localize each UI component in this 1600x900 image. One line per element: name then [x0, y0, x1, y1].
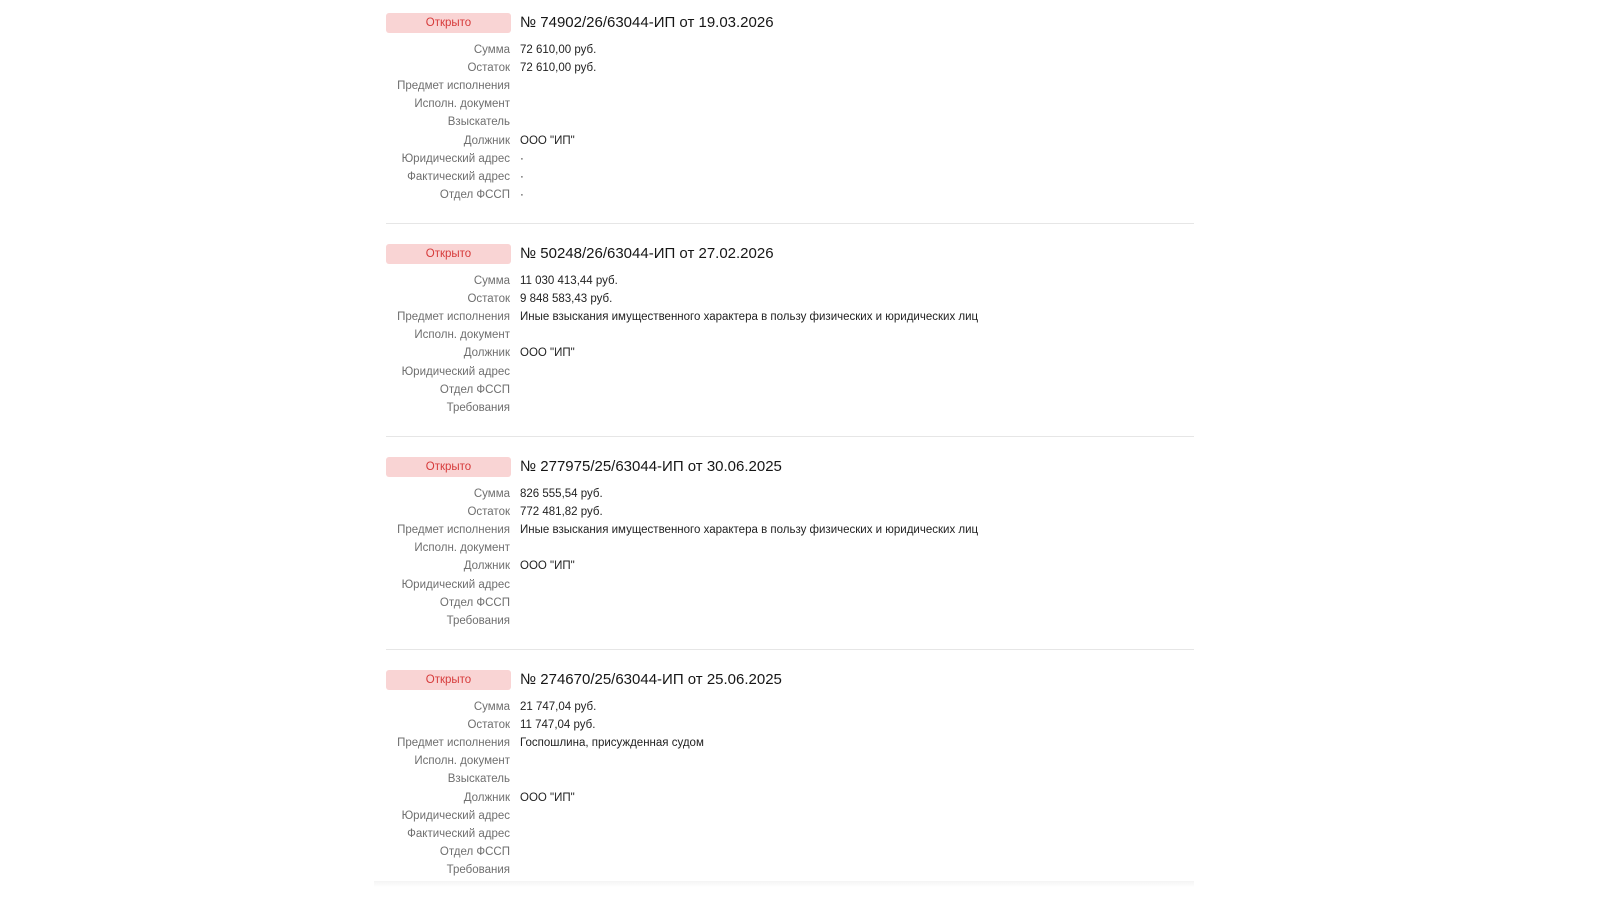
case-title: № 277975/25/63044-ИП от 30.06.2025: [520, 458, 782, 475]
field-label: Должник: [463, 134, 510, 147]
field-label: Предмет исполнения: [397, 80, 510, 93]
field-value: ООО "ИП": [520, 134, 575, 147]
field-label: Юридический адрес: [401, 365, 510, 378]
field-label: Отдел ФССП: [439, 596, 510, 609]
field-value: ООО "ИП": [520, 560, 575, 573]
field-label: Сумма: [473, 488, 510, 500]
case-divider: [386, 649, 1194, 650]
field-value: 826 555,54 руб.: [520, 488, 603, 500]
field-value: 21 747,04 руб.: [520, 701, 597, 713]
field-label: Остаток: [467, 293, 510, 306]
field-value: 72 610,00 руб.: [520, 44, 597, 56]
field-label: Остаток: [467, 62, 510, 75]
field-label: Исполн. документ: [414, 755, 510, 768]
field-label: Остаток: [467, 506, 510, 519]
field-label: Юридический адрес: [401, 578, 510, 591]
status-badge: Открыто: [386, 13, 511, 33]
field-label: Отдел ФССП: [439, 188, 510, 201]
field-value: 9 848 583,43 руб.: [520, 293, 613, 306]
status-badge: Открыто: [386, 670, 511, 690]
field-label: Требования: [446, 863, 510, 876]
field-value: ·: [520, 152, 524, 165]
field-value: ·: [520, 170, 524, 183]
field-label: Юридический адрес: [401, 809, 510, 822]
field-value: Госпошлина, присужденная судом: [520, 737, 704, 750]
status-badge: Открыто: [386, 244, 511, 264]
field-label: Исполн. документ: [414, 542, 510, 555]
field-label: Предмет исполнения: [397, 311, 510, 324]
field-label: Отдел ФССП: [439, 383, 510, 396]
case-divider: [386, 223, 1194, 224]
field-label: Остаток: [467, 719, 510, 732]
field-value: 72 610,00 руб.: [520, 62, 597, 75]
field-label: Исполн. документ: [414, 98, 510, 111]
case-title: № 74902/26/63044-ИП от 19.03.2026: [520, 14, 774, 31]
field-label: Должник: [463, 791, 510, 804]
field-label: Сумма: [473, 44, 510, 56]
field-value: ООО "ИП": [520, 791, 575, 804]
field-label: Требования: [446, 401, 510, 414]
field-label: Исполн. документ: [414, 329, 510, 342]
field-value: Иные взыскания имущественного характера в пользу физических и юридических лиц: [520, 524, 979, 537]
field-value: 11 747,04 руб.: [520, 719, 596, 732]
status-badge: Открыто: [386, 457, 511, 477]
field-value: Иные взыскания имущественного характера в пользу физических и юридических лиц: [520, 311, 979, 324]
field-label: Сумма: [473, 275, 510, 287]
case-title: № 274670/25/63044-ИП от 25.06.2025: [520, 671, 782, 688]
field-label: Взыскатель: [447, 773, 510, 786]
field-label: Фактический адрес: [407, 170, 510, 183]
field-value: ООО "ИП": [520, 347, 575, 360]
scroll-fade: [374, 881, 1194, 887]
field-label: Предмет исполнения: [397, 524, 510, 537]
field-label: Должник: [463, 347, 510, 360]
field-label: Сумма: [473, 701, 510, 713]
field-label: Юридический адрес: [401, 152, 510, 165]
field-label: Взыскатель: [447, 116, 510, 129]
field-label: Фактический адрес: [407, 827, 510, 840]
field-label: Должник: [463, 560, 510, 573]
field-value: 772 481,82 руб.: [520, 506, 603, 519]
field-label: Отдел ФССП: [439, 845, 510, 858]
field-label: Предмет исполнения: [397, 737, 510, 750]
field-value: 11 030 413,44 руб.: [520, 275, 618, 287]
field-value: ·: [520, 188, 524, 201]
case-title: № 50248/26/63044-ИП от 27.02.2026: [520, 245, 774, 262]
field-label: Требования: [446, 614, 510, 627]
case-divider: [386, 436, 1194, 437]
